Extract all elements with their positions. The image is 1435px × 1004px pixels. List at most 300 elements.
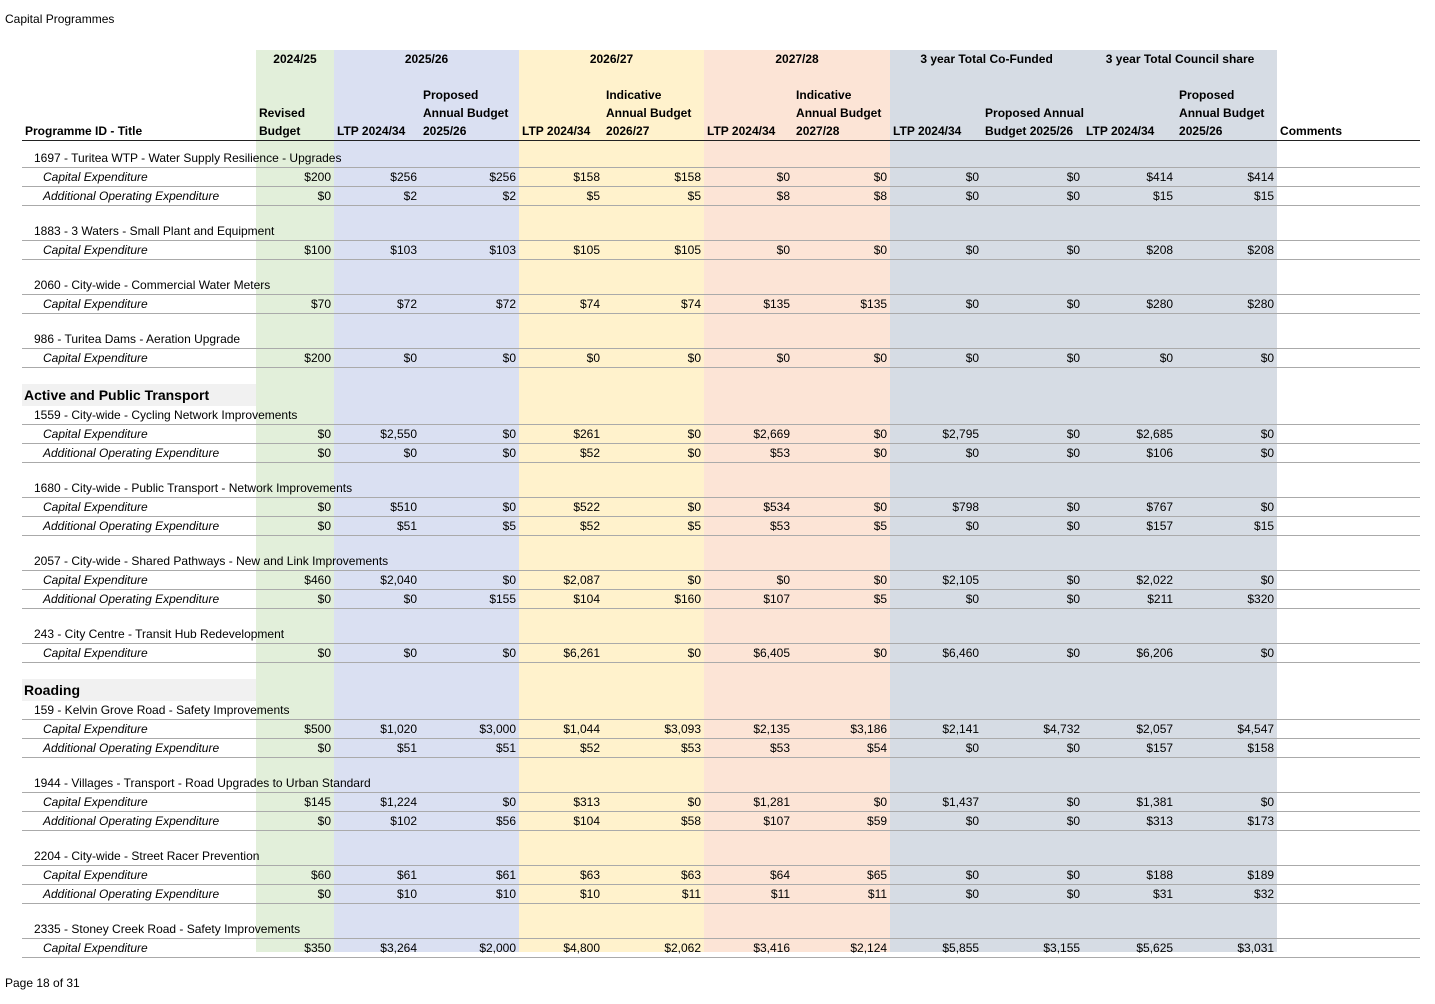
value-cell: $2 [420, 187, 519, 206]
value-cell: $6,405 [704, 644, 793, 663]
value-cell: $155 [420, 590, 519, 609]
programme-row [22, 847, 1420, 866]
value-cell: $59 [793, 812, 890, 831]
value-cell: $2,124 [793, 939, 890, 958]
value-cell: $61 [334, 866, 420, 885]
value-cell: $2,550 [334, 425, 420, 444]
table-row [22, 241, 1420, 260]
expenditure-label: Additional Operating Expenditure [22, 444, 256, 463]
programme-title: 1944 - Villages - Transport - Road Upgrades to Urban Standard [22, 774, 256, 793]
programme-row [22, 552, 1420, 571]
value-cell: $0 [890, 241, 982, 260]
value-cell: $2,000 [420, 939, 519, 958]
value-cell: $0 [890, 739, 982, 758]
value-cell: $5 [420, 517, 519, 536]
value-cell: $208 [1083, 241, 1176, 260]
value-cell: $0 [982, 517, 1083, 536]
value-cell: $107 [704, 812, 793, 831]
table-row [22, 644, 1420, 663]
col-header-revised: Revised Budget [256, 68, 334, 141]
comments-cell [1277, 885, 1420, 904]
spacer-row [22, 536, 1420, 553]
value-cell: $5 [793, 517, 890, 536]
value-cell: $0 [982, 444, 1083, 463]
comments-cell [1277, 644, 1420, 663]
programme-title: 986 - Turitea Dams - Aeration Upgrade [22, 330, 256, 349]
value-cell: $53 [704, 517, 793, 536]
table-row [22, 295, 1420, 314]
expenditure-label: Capital Expenditure [22, 241, 256, 260]
value-cell: $0 [334, 349, 420, 368]
value-cell: $0 [1176, 444, 1277, 463]
value-cell: $158 [1176, 739, 1277, 758]
capital-programmes-table [22, 50, 1420, 958]
programme-title: 243 - City Centre - Transit Hub Redevelopment [22, 625, 256, 644]
value-cell: $158 [603, 168, 704, 187]
value-cell: $0 [982, 349, 1083, 368]
value-cell: $72 [420, 295, 519, 314]
value-cell: $53 [704, 739, 793, 758]
programme-title: 1680 - City-wide - Public Transport - Network Improvements [22, 479, 256, 498]
table-row [22, 444, 1420, 463]
value-cell: $5 [793, 590, 890, 609]
value-cell: $0 [603, 644, 704, 663]
value-cell: $522 [519, 498, 603, 517]
value-cell: $0 [256, 425, 334, 444]
value-cell: $3,155 [982, 939, 1083, 958]
value-cell: $0 [420, 444, 519, 463]
value-cell: $0 [420, 644, 519, 663]
value-cell: $8 [793, 187, 890, 206]
value-cell: $0 [256, 590, 334, 609]
expenditure-label: Capital Expenditure [22, 793, 256, 812]
value-cell: $0 [982, 425, 1083, 444]
value-cell: $0 [890, 168, 982, 187]
programme-row [22, 701, 1420, 720]
value-cell: $0 [890, 517, 982, 536]
comments-cell [1277, 187, 1420, 206]
expenditure-label: Additional Operating Expenditure [22, 739, 256, 758]
value-cell: $2 [334, 187, 420, 206]
comments-cell [1277, 739, 1420, 758]
value-cell: $0 [256, 812, 334, 831]
value-cell: $5 [603, 187, 704, 206]
section-title: Active and Public Transport [22, 384, 256, 406]
value-cell: $1,020 [334, 720, 420, 739]
table-row [22, 720, 1420, 739]
value-cell: $53 [704, 444, 793, 463]
value-cell: $0 [256, 644, 334, 663]
comments-cell [1277, 812, 1420, 831]
value-cell: $256 [334, 168, 420, 187]
table-row [22, 168, 1420, 187]
value-cell: $145 [256, 793, 334, 812]
year-2027-28: 2027/28 [775, 52, 819, 66]
value-cell: $460 [256, 571, 334, 590]
comments-cell [1277, 444, 1420, 463]
value-cell: $157 [1083, 739, 1176, 758]
programme-row [22, 276, 1420, 295]
value-cell: $0 [1083, 349, 1176, 368]
spacer-row [22, 260, 1420, 277]
table-row [22, 517, 1420, 536]
value-cell: $0 [420, 349, 519, 368]
value-cell: $0 [1176, 644, 1277, 663]
comments-cell [1277, 349, 1420, 368]
value-cell: $3,031 [1176, 939, 1277, 958]
col-header-proposed-cofunded: Proposed Annual Budget 2025/26 [982, 68, 1083, 141]
value-cell: $208 [1176, 241, 1277, 260]
table-row [22, 739, 1420, 758]
value-cell: $4,800 [519, 939, 603, 958]
value-cell: $0 [793, 349, 890, 368]
year-council-total: 3 year Total Council share [1105, 52, 1255, 66]
value-cell: $53 [603, 739, 704, 758]
comments-cell [1277, 590, 1420, 609]
value-cell: $0 [603, 498, 704, 517]
value-cell: $157 [1083, 517, 1176, 536]
value-cell: $54 [793, 739, 890, 758]
value-cell: $798 [890, 498, 982, 517]
spacer-row [22, 663, 1420, 680]
value-cell: $0 [982, 644, 1083, 663]
value-cell: $313 [519, 793, 603, 812]
value-cell: $105 [603, 241, 704, 260]
value-cell: $2,105 [890, 571, 982, 590]
col-header-title: Programme ID - Title [22, 68, 256, 141]
value-cell: $52 [519, 517, 603, 536]
value-cell: $1,044 [519, 720, 603, 739]
value-cell: $0 [603, 571, 704, 590]
value-cell: $63 [519, 866, 603, 885]
value-cell: $0 [1176, 425, 1277, 444]
value-cell: $0 [420, 793, 519, 812]
col-header-indicative-2027: Indicative Annual Budget 2027/28 [793, 68, 890, 141]
expenditure-label: Additional Operating Expenditure [22, 517, 256, 536]
value-cell: $3,093 [603, 720, 704, 739]
value-cell: $534 [704, 498, 793, 517]
value-cell: $0 [256, 498, 334, 517]
value-cell: $4,732 [982, 720, 1083, 739]
value-cell: $106 [1083, 444, 1176, 463]
value-cell: $3,000 [420, 720, 519, 739]
value-cell: $58 [603, 812, 704, 831]
value-cell: $135 [793, 295, 890, 314]
value-cell: $2,057 [1083, 720, 1176, 739]
value-cell: $3,186 [793, 720, 890, 739]
value-cell: $2,135 [704, 720, 793, 739]
value-cell: $51 [334, 739, 420, 758]
value-cell: $72 [334, 295, 420, 314]
comments-cell [1277, 939, 1420, 958]
value-cell: $0 [982, 498, 1083, 517]
table-row [22, 590, 1420, 609]
value-cell: $15 [1176, 517, 1277, 536]
col-header-indicative-2026: Indicative Annual Budget 2026/27 [603, 68, 704, 141]
value-cell: $173 [1176, 812, 1277, 831]
value-cell: $0 [982, 590, 1083, 609]
value-cell: $0 [890, 187, 982, 206]
value-cell: $350 [256, 939, 334, 958]
value-cell: $0 [334, 644, 420, 663]
value-cell: $0 [793, 498, 890, 517]
value-cell: $11 [603, 885, 704, 904]
value-cell: $15 [1083, 187, 1176, 206]
col-header-ltp-2027: LTP 2024/34 [704, 68, 793, 141]
value-cell: $3,264 [334, 939, 420, 958]
value-cell: $11 [793, 885, 890, 904]
comments-cell [1277, 517, 1420, 536]
value-cell: $256 [420, 168, 519, 187]
spacer-row [22, 314, 1420, 331]
value-cell: $0 [793, 241, 890, 260]
value-cell: $0 [603, 349, 704, 368]
value-cell: $0 [1176, 349, 1277, 368]
value-cell: $0 [982, 295, 1083, 314]
value-cell: $0 [793, 425, 890, 444]
value-cell: $0 [982, 241, 1083, 260]
value-cell: $2,141 [890, 720, 982, 739]
programme-row [22, 222, 1420, 241]
value-cell: $1,381 [1083, 793, 1176, 812]
spacer-row [22, 463, 1420, 480]
value-cell: $1,437 [890, 793, 982, 812]
value-cell: $0 [793, 571, 890, 590]
value-cell: $0 [890, 349, 982, 368]
programme-row [22, 149, 1420, 168]
programme-title: 1697 - Turitea WTP - Water Supply Resilience - Upgrades [22, 149, 256, 168]
value-cell: $0 [603, 793, 704, 812]
table-row [22, 498, 1420, 517]
value-cell: $0 [982, 866, 1083, 885]
value-cell: $6,460 [890, 644, 982, 663]
value-cell: $0 [793, 793, 890, 812]
value-cell: $2,022 [1083, 571, 1176, 590]
value-cell: $320 [1176, 590, 1277, 609]
value-cell: $0 [420, 571, 519, 590]
value-cell: $74 [519, 295, 603, 314]
value-cell: $0 [982, 793, 1083, 812]
expenditure-label: Capital Expenditure [22, 295, 256, 314]
spacer-row [22, 831, 1420, 848]
value-cell: $414 [1176, 168, 1277, 187]
section-heading-row [22, 679, 1420, 701]
value-cell: $1,281 [704, 793, 793, 812]
value-cell: $104 [519, 590, 603, 609]
value-cell: $0 [982, 168, 1083, 187]
section-heading-row [22, 384, 1420, 406]
spacer-row [22, 206, 1420, 223]
comments-cell [1277, 295, 1420, 314]
value-cell: $0 [603, 444, 704, 463]
programme-row [22, 625, 1420, 644]
value-cell: $0 [256, 739, 334, 758]
value-cell: $0 [256, 187, 334, 206]
value-cell: $5,855 [890, 939, 982, 958]
comments-cell [1277, 241, 1420, 260]
spacer-row [22, 368, 1420, 385]
programme-row [22, 774, 1420, 793]
programme-title: 1883 - 3 Waters - Small Plant and Equipment [22, 222, 256, 241]
programme-title: 1559 - City-wide - Cycling Network Improvements [22, 406, 256, 425]
value-cell: $51 [334, 517, 420, 536]
value-cell: $2,062 [603, 939, 704, 958]
value-cell: $0 [256, 885, 334, 904]
value-cell: $32 [1176, 885, 1277, 904]
value-cell: $500 [256, 720, 334, 739]
expenditure-label: Capital Expenditure [22, 349, 256, 368]
expenditure-label: Additional Operating Expenditure [22, 590, 256, 609]
value-cell: $0 [890, 590, 982, 609]
comments-cell [1277, 793, 1420, 812]
table-row [22, 866, 1420, 885]
expenditure-label: Capital Expenditure [22, 498, 256, 517]
value-cell: $107 [704, 590, 793, 609]
comments-cell [1277, 866, 1420, 885]
value-cell: $200 [256, 168, 334, 187]
expenditure-label: Capital Expenditure [22, 168, 256, 187]
value-cell: $64 [704, 866, 793, 885]
programme-row [22, 479, 1420, 498]
col-header-proposed-2025: Proposed Annual Budget 2025/26 [420, 68, 519, 141]
value-cell: $0 [704, 168, 793, 187]
header-columns-row [22, 68, 1420, 141]
value-cell: $188 [1083, 866, 1176, 885]
value-cell: $0 [982, 885, 1083, 904]
value-cell: $2,795 [890, 425, 982, 444]
value-cell: $313 [1083, 812, 1176, 831]
spacer-row [22, 609, 1420, 626]
value-cell: $0 [793, 168, 890, 187]
value-cell: $74 [603, 295, 704, 314]
table-row [22, 793, 1420, 812]
year-cofunded-total: 3 year Total Co-Funded [920, 52, 1053, 66]
value-cell: $105 [519, 241, 603, 260]
value-cell: $0 [890, 812, 982, 831]
value-cell: $200 [256, 349, 334, 368]
col-header-comments: Comments [1277, 68, 1420, 141]
value-cell: $56 [420, 812, 519, 831]
value-cell: $767 [1083, 498, 1176, 517]
value-cell: $102 [334, 812, 420, 831]
value-cell: $103 [334, 241, 420, 260]
comments-cell [1277, 498, 1420, 517]
value-cell: $0 [704, 349, 793, 368]
expenditure-label: Additional Operating Expenditure [22, 885, 256, 904]
value-cell: $0 [519, 349, 603, 368]
value-cell: $0 [256, 444, 334, 463]
col-header-ltp-council: LTP 2024/34 [1083, 68, 1176, 141]
value-cell: $1,224 [334, 793, 420, 812]
programme-title: 159 - Kelvin Grove Road - Safety Improvements [22, 701, 256, 720]
value-cell: $10 [334, 885, 420, 904]
value-cell: $104 [519, 812, 603, 831]
value-cell: $0 [334, 444, 420, 463]
year-2025-26: 2025/26 [404, 52, 449, 66]
col-header-ltp-2025: LTP 2024/34 [334, 68, 420, 141]
value-cell: $61 [420, 866, 519, 885]
value-cell: $0 [704, 571, 793, 590]
comments-cell [1277, 571, 1420, 590]
value-cell: $135 [704, 295, 793, 314]
spacer-row [22, 904, 1420, 921]
value-cell: $51 [420, 739, 519, 758]
value-cell: $158 [519, 168, 603, 187]
value-cell: $0 [420, 498, 519, 517]
page-footer: Page 18 of 31 [5, 976, 80, 990]
expenditure-label: Capital Expenditure [22, 720, 256, 739]
year-2024-25: 2024/25 [273, 52, 317, 66]
value-cell: $2,040 [334, 571, 420, 590]
col-header-ltp-2026: LTP 2024/34 [519, 68, 603, 141]
table-row [22, 812, 1420, 831]
value-cell: $189 [1176, 866, 1277, 885]
comments-cell [1277, 425, 1420, 444]
value-cell: $0 [1176, 498, 1277, 517]
value-cell: $0 [982, 571, 1083, 590]
comments-cell [1277, 720, 1420, 739]
expenditure-label: Capital Expenditure [22, 939, 256, 958]
expenditure-label: Additional Operating Expenditure [22, 187, 256, 206]
value-cell: $6,261 [519, 644, 603, 663]
value-cell: $0 [1176, 571, 1277, 590]
value-cell: $280 [1176, 295, 1277, 314]
value-cell: $52 [519, 444, 603, 463]
value-cell: $160 [603, 590, 704, 609]
value-cell: $510 [334, 498, 420, 517]
col-header-proposed-council: Proposed Annual Budget 2025/26 [1176, 68, 1277, 141]
table-row [22, 187, 1420, 206]
value-cell: $414 [1083, 168, 1176, 187]
value-cell: $2,685 [1083, 425, 1176, 444]
value-cell: $261 [519, 425, 603, 444]
expenditure-label: Capital Expenditure [22, 425, 256, 444]
value-cell: $0 [704, 241, 793, 260]
value-cell: $70 [256, 295, 334, 314]
value-cell: $280 [1083, 295, 1176, 314]
expenditure-label: Additional Operating Expenditure [22, 812, 256, 831]
value-cell: $0 [982, 739, 1083, 758]
programme-row [22, 406, 1420, 425]
value-cell: $0 [982, 812, 1083, 831]
year-2026-27: 2026/27 [589, 52, 634, 66]
programme-title: 2204 - City-wide - Street Racer Prevention [22, 847, 256, 866]
table-row [22, 425, 1420, 444]
value-cell: $0 [603, 425, 704, 444]
value-cell: $11 [704, 885, 793, 904]
value-cell: $5 [519, 187, 603, 206]
value-cell: $0 [793, 444, 890, 463]
value-cell: $15 [1176, 187, 1277, 206]
page-title: Capital Programmes [5, 12, 115, 26]
value-cell: $52 [519, 739, 603, 758]
table-row [22, 349, 1420, 368]
value-cell: $0 [420, 425, 519, 444]
expenditure-label: Capital Expenditure [22, 866, 256, 885]
value-cell: $8 [704, 187, 793, 206]
programme-title: 2335 - Stoney Creek Road - Safety Improvements [22, 920, 256, 939]
value-cell: $65 [793, 866, 890, 885]
value-cell: $31 [1083, 885, 1176, 904]
value-cell: $4,547 [1176, 720, 1277, 739]
col-header-ltp-cofunded: LTP 2024/34 [890, 68, 982, 141]
value-cell: $0 [256, 517, 334, 536]
programme-row [22, 920, 1420, 939]
value-cell: $100 [256, 241, 334, 260]
value-cell: $0 [890, 295, 982, 314]
value-cell: $5,625 [1083, 939, 1176, 958]
value-cell: $0 [793, 644, 890, 663]
